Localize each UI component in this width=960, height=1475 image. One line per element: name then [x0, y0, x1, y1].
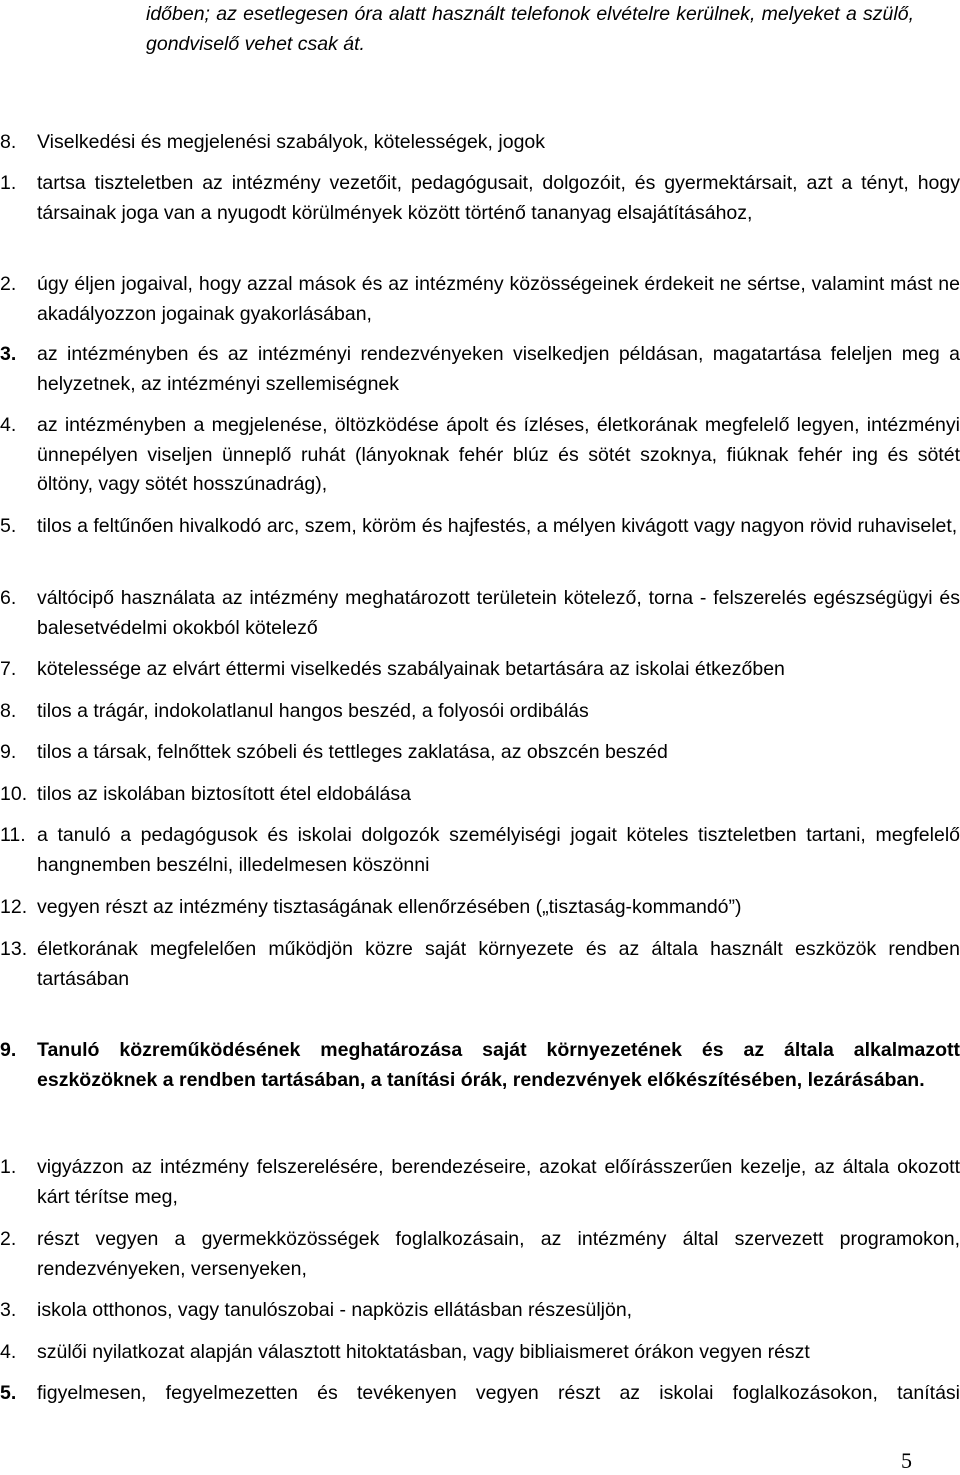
list-item [0, 584, 960, 643]
list-item-number: 3. [0, 343, 17, 365]
list-item [0, 655, 960, 685]
list-item-text: az intézményben és az intézményi rendezvényeken viselkedjen példásan, magatartása feleljen meg a helyzetnek, az intézményi szellemiségnek [37, 343, 960, 395]
list-item [0, 411, 960, 500]
list-item-text: kötelessége az elvárt éttermi viselkedés szabályainak betartására az iskolai étkezőben [37, 658, 785, 680]
list-item [0, 270, 960, 329]
list-item-number: 4. [0, 414, 17, 436]
list-item-text: iskola otthonos, vagy tanulószobai - napközis ellátásban részesüljön, [37, 1299, 633, 1321]
list-item-text: váltócipő használata az intézmény meghatározott területein kötelező, torna - felszerelés egészségügyi és balesetvédelmi okokból kötelező [37, 587, 960, 639]
list-item [0, 1379, 960, 1409]
list-item-number: 7. [0, 658, 17, 680]
list-item-text: vegyen részt az intézmény tisztaságának ellenőrzésében („tisztaság-kommandó”) [37, 896, 742, 918]
list-item [0, 780, 960, 810]
list-item-number: 8. [0, 700, 17, 722]
list-item [0, 821, 960, 880]
list-item-text: figyelmesen, fegyelmezetten és tevékenyen vegyen részt az iskolai foglalkozásokon, tanítási [37, 1382, 960, 1404]
section-9-number: 9. [0, 1039, 17, 1061]
list-item [0, 1296, 960, 1326]
list-item-text: tilos az iskolában biztosított étel eldobálása [37, 783, 411, 805]
section-9-heading [0, 1036, 960, 1095]
list-item-text: tilos a társak, felnőttek szóbeli és tettleges zaklatása, az obszcén beszéd [37, 741, 668, 763]
list-item-number: 5. [0, 515, 17, 537]
list-item-number: 1. [0, 1156, 17, 1178]
list-item-text: tartsa tiszteletben az intézmény vezetőit, pedagógusait, dolgozóit, és gyermektársait, azt a tényt, hogy társainak joga van a nyugodt körülmények között történő tananyag elsajátításához, [37, 172, 960, 224]
list-item-text: vigyázzon az intézmény felszerelésére, berendezéseire, azokat előírásszerűen kezelje, az általa okozott kárt térítse meg, [37, 1156, 960, 1208]
section-9-title: Tanuló közreműködésének meghatározása saját környezetének és az általa alkalmazott eszközöknek a rendben tartásában, a tanítási órák, rendezvények előkészítésében, lezárásában. [37, 1039, 960, 1091]
list-item-text: a tanuló a pedagógusok és iskolai dolgozók személyiségi jogait köteles tiszteletben tartani, megfelelő hangnemben beszélni, illedelmesen köszönni [37, 824, 960, 876]
list-item-number: 5. [0, 1382, 17, 1404]
list-item [0, 738, 960, 768]
section-8-number: 8. [0, 131, 17, 153]
list-item-number: 6. [0, 587, 17, 609]
list-item-number: 9. [0, 741, 17, 763]
list-item [0, 169, 960, 228]
list-item-number: 1. [0, 172, 17, 194]
list-item-text: tilos a trágár, indokolatlanul hangos beszéd, a folyosói ordibálás [37, 700, 589, 722]
list-item-text: úgy éljen jogaival, hogy azzal mások és az intézmény közösségeinek érdekeit ne sértse, valamint mást ne akadályozzon jogainak gyakorlásában, [37, 273, 960, 325]
list-item-number: 2. [0, 1228, 17, 1250]
list-item-text: életkorának megfelelően működjön közre saját környezete és az általa használt eszközök rendben tartásában [37, 938, 960, 990]
list-item-text: tilos a feltűnően hivalkodó arc, szem, köröm és hajfestés, a mélyen kivágott vagy nagyon rövid ruhaviselet, [37, 515, 958, 537]
section-8-heading [0, 128, 960, 158]
list-item [0, 340, 960, 399]
list-item-number: 4. [0, 1341, 17, 1363]
intro-paragraph: időben; az esetlegesen óra alatt használt telefonok elvételre kerülnek, melyeket a szülő, gondviselő vehet csak át. [146, 3, 914, 55]
list-item-text: az intézményben a megjelenése, öltözködése ápolt és ízléses, életkorának megfelelő legyen, intézményi ünnepélyen viseljen ünneplő ruhát (lányoknak fehér blúz és sötét szoknya, fiúknak fehér ing és sötét öltöny, vagy sötét hosszúnadrág), [37, 414, 960, 495]
list-item-number: 10. [0, 783, 28, 805]
list-item [0, 935, 960, 994]
list-item [0, 1153, 960, 1212]
list-item-number: 13. [0, 938, 28, 960]
list-item-text: szülői nyilatkozat alapján választott hitoktatásban, vagy bibliaismeret órákon vegyen részt [37, 1341, 810, 1363]
list-item [0, 1338, 960, 1368]
list-item [0, 697, 960, 727]
list-item-number: 3. [0, 1299, 17, 1321]
list-item [0, 1225, 960, 1284]
list-item-number: 11. [0, 824, 26, 846]
list-item-number: 12. [0, 896, 28, 918]
list-item [0, 893, 960, 923]
section-8-title: Viselkedési és megjelenési szabályok, kötelességek, jogok [37, 131, 546, 153]
list-item-text: részt vegyen a gyermekközösségek foglalkozásain, az intézmény által szervezett programokon, rendezvényeken, versenyeken, [37, 1228, 960, 1280]
list-item [0, 512, 960, 542]
list-item-number: 2. [0, 273, 17, 295]
page-number: 5 [901, 1448, 912, 1473]
